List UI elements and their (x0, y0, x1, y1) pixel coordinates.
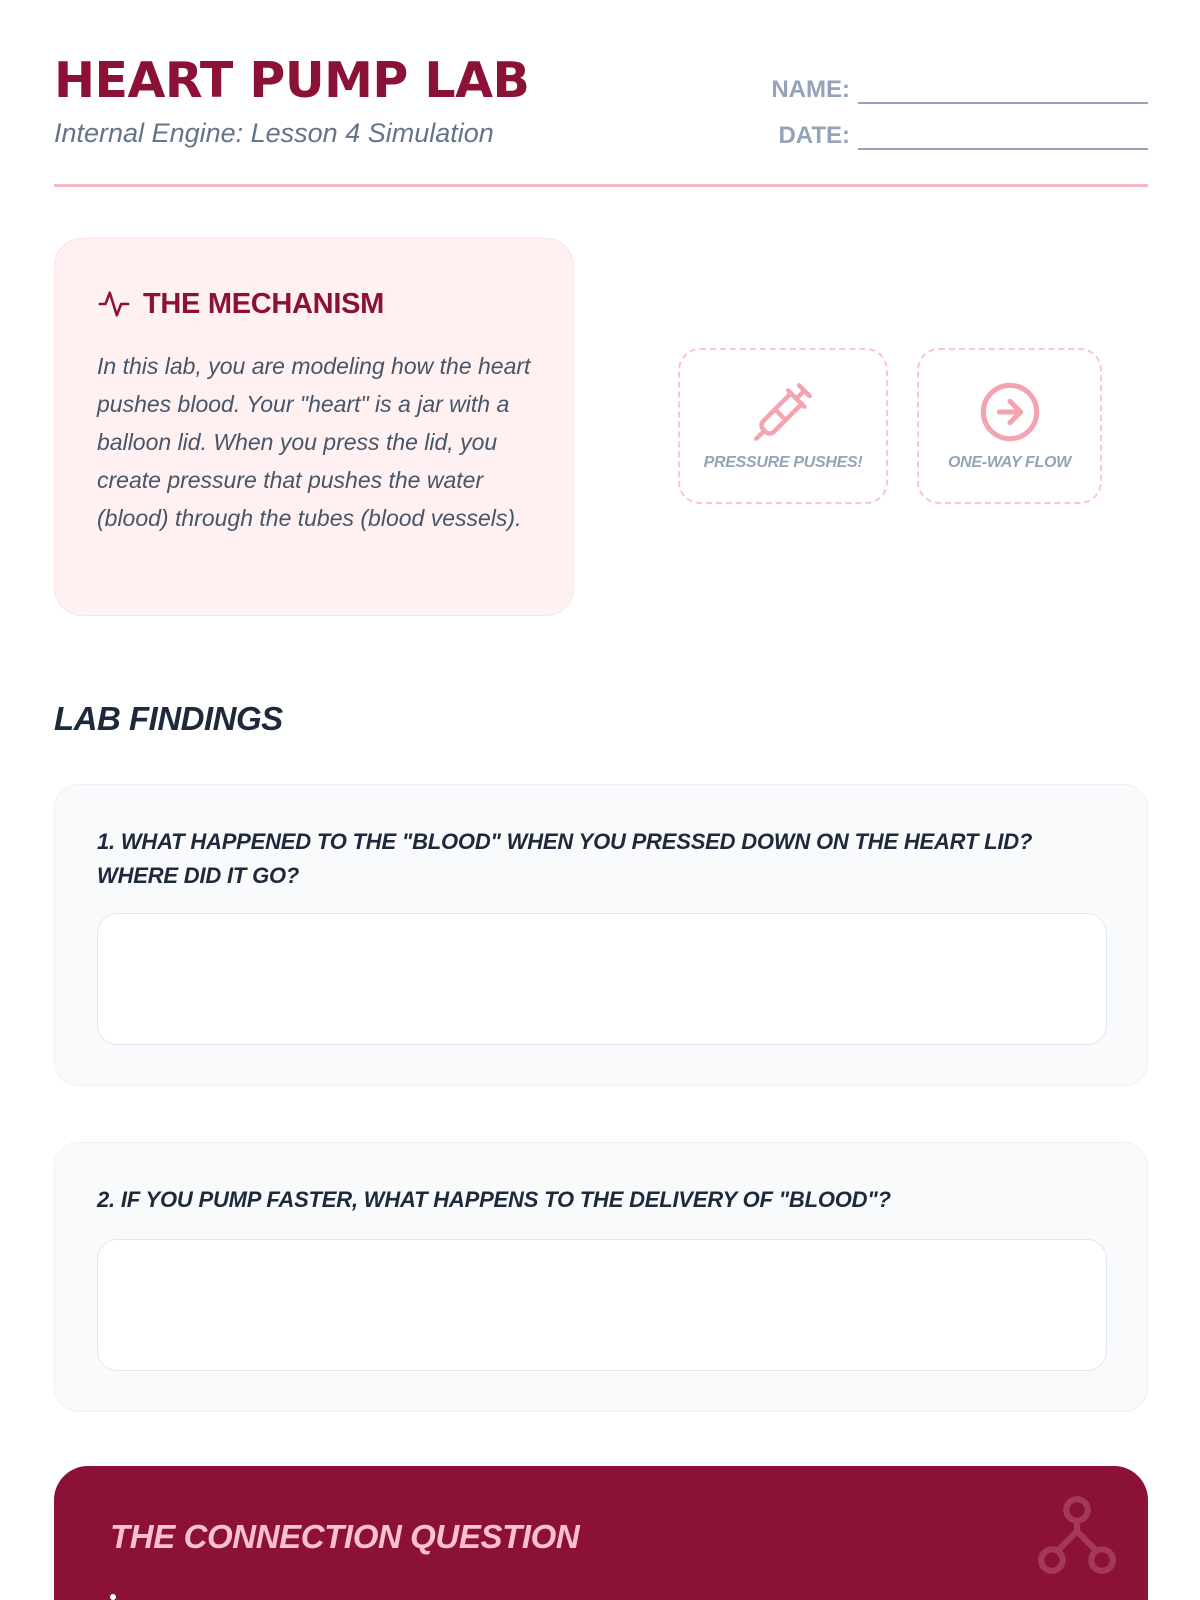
name-label: NAME: (771, 76, 850, 103)
heartbeat-icon (97, 287, 131, 321)
flow-tile (917, 348, 1102, 504)
question-card-2 (54, 1142, 1148, 1412)
mechanism-card (54, 238, 574, 616)
question-1-text: 1. WHAT HAPPENED TO THE "BLOOD" WHEN YOU PRESSED DOWN ON THE HEART LID? WHERE DID IT GO? (97, 829, 1033, 888)
date-line[interactable] (858, 126, 1148, 150)
connection-title: THE CONNECTION QUESTION (110, 1518, 580, 1555)
arrow-circle-right-icon (978, 380, 1042, 449)
answer-box-1[interactable] (97, 913, 1107, 1045)
header (54, 50, 1148, 187)
mechanism-heading (97, 287, 384, 321)
syringe-icon (751, 380, 815, 449)
mechanism-title: THE MECHANISM (143, 287, 384, 320)
answer-box-2[interactable] (97, 1239, 1107, 1371)
name-line[interactable] (858, 80, 1148, 104)
flow-label: ONE-WAY FLOW (948, 454, 1071, 471)
page-title: HEART PUMP LAB (54, 52, 530, 109)
question-card-1 (54, 784, 1148, 1086)
page-subtitle: Internal Engine: Lesson 4 Simulation (54, 118, 494, 148)
findings-title: LAB FINDINGS (54, 700, 283, 737)
bullet-dot (110, 1594, 116, 1600)
pressure-tile (678, 348, 888, 504)
network-icon (1034, 1492, 1120, 1583)
question-2-text: 2. IF YOU PUMP FASTER, WHAT HAPPENS TO THE DELIVERY OF "BLOOD"? (97, 1187, 891, 1212)
name-field[interactable] (771, 76, 1148, 104)
connection-banner (54, 1466, 1148, 1600)
mechanism-text: In this lab, you are modeling how the heart pushes blood. Your "heart" is a jar with a balloon lid. When you press the lid, you create pressure that pushes the water (blood) through the tubes (blood vessels). (97, 353, 531, 531)
date-field[interactable] (778, 122, 1148, 150)
pressure-label: PRESSURE PUSHES! (703, 454, 863, 471)
date-label: DATE: (778, 122, 850, 149)
